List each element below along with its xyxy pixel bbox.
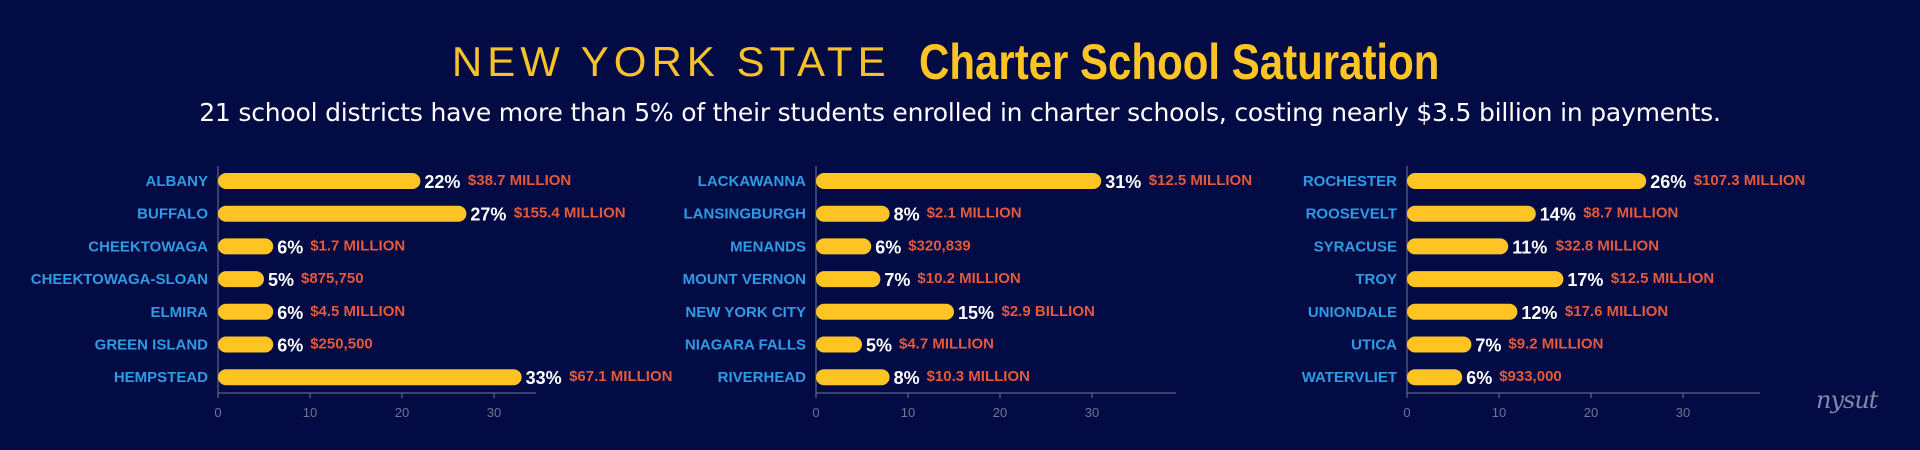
bar bbox=[1407, 337, 1471, 353]
bar bbox=[218, 206, 466, 222]
category-label: NIAGARA FALLS bbox=[684, 336, 806, 354]
cost-label: $933,000 bbox=[1499, 368, 1562, 386]
percent-label: 7% bbox=[1475, 335, 1502, 356]
bar bbox=[816, 173, 1101, 189]
percent-label: 11% bbox=[1512, 237, 1548, 258]
bar bbox=[1407, 238, 1508, 254]
cost-label: $107.3 MILLION bbox=[1693, 172, 1806, 189]
cost-label: $9.2 MILLION bbox=[1508, 335, 1604, 353]
x-tick-label: 20 bbox=[992, 405, 1008, 420]
cost-label: $4.7 MILLION bbox=[899, 335, 995, 353]
x-tick-label: 30 bbox=[1084, 405, 1100, 420]
category-label: MENANDS bbox=[730, 238, 806, 256]
percent-label: 17% bbox=[1567, 270, 1604, 291]
percent-label: 7% bbox=[884, 270, 911, 291]
category-label: RIVERHEAD bbox=[717, 369, 806, 387]
category-label: GREEN ISLAND bbox=[94, 336, 208, 354]
bar bbox=[1407, 206, 1536, 222]
bar bbox=[1407, 271, 1563, 287]
percent-label: 8% bbox=[893, 368, 920, 389]
x-tick-label: 10 bbox=[302, 405, 318, 420]
category-label: ALBANY bbox=[145, 173, 208, 190]
cost-label: $32.8 MILLION bbox=[1555, 237, 1660, 255]
nysut-logo: nysut bbox=[1816, 386, 1878, 414]
bar bbox=[218, 238, 273, 254]
percent-label: 6% bbox=[875, 237, 902, 258]
cost-label: $1.7 MILLION bbox=[310, 237, 406, 255]
bar bbox=[816, 206, 890, 222]
category-label: HEMPSTEAD bbox=[113, 369, 208, 387]
cost-label: $10.2 MILLION bbox=[917, 270, 1021, 288]
category-label: ROOSEVELT bbox=[1305, 205, 1397, 223]
bar bbox=[1407, 173, 1646, 189]
percent-label: 12% bbox=[1521, 302, 1558, 323]
x-tick-label: 0 bbox=[214, 405, 222, 420]
category-label: UNIONDALE bbox=[1307, 303, 1397, 321]
category-label: BUFFALO bbox=[137, 205, 208, 223]
bar bbox=[1407, 369, 1462, 385]
category-label: WATERVLIET bbox=[1301, 369, 1397, 387]
category-label: ROCHESTER bbox=[1302, 173, 1397, 190]
title-topic: Charter School Saturation bbox=[918, 34, 1439, 90]
percent-label: 5% bbox=[268, 270, 295, 291]
x-tick-label: 0 bbox=[1403, 405, 1411, 420]
category-label: LACKAWANNA bbox=[697, 173, 806, 190]
category-label: ELMIRA bbox=[150, 303, 208, 321]
cost-label: $10.3 MILLION bbox=[926, 368, 1030, 386]
percent-label: 8% bbox=[893, 204, 920, 225]
cost-label: $320,839 bbox=[908, 237, 971, 255]
chart-panel-1 bbox=[31, 166, 673, 420]
percent-label: 26% bbox=[1650, 172, 1687, 192]
x-tick-label: 10 bbox=[1491, 405, 1507, 420]
bar bbox=[1407, 304, 1517, 320]
category-label: SYRACUSE bbox=[1313, 238, 1397, 256]
cost-label: $12.5 MILLION bbox=[1610, 270, 1715, 288]
percent-label: 5% bbox=[866, 335, 893, 356]
x-tick-label: 10 bbox=[900, 405, 916, 420]
cost-label: $8.7 MILLION bbox=[1583, 204, 1679, 222]
cost-label: $17.6 MILLION bbox=[1564, 302, 1669, 320]
category-label: CHEEKTOWAGA bbox=[88, 238, 208, 256]
cost-label: $38.7 MILLION bbox=[467, 172, 572, 189]
category-label: TROY bbox=[1355, 271, 1397, 289]
chart-panel-3 bbox=[1302, 166, 1806, 420]
percent-label: 33% bbox=[525, 368, 562, 389]
cost-label: $67.1 MILLION bbox=[569, 368, 673, 386]
percent-label: 6% bbox=[1466, 368, 1493, 389]
cost-label: $4.5 MILLION bbox=[310, 302, 406, 320]
x-tick-label: 20 bbox=[1583, 405, 1599, 420]
bar bbox=[816, 238, 871, 254]
percent-label: 22% bbox=[424, 172, 461, 192]
bar bbox=[218, 369, 522, 385]
category-label: UTICA bbox=[1351, 336, 1397, 354]
bar bbox=[218, 304, 273, 320]
percent-label: 6% bbox=[277, 302, 304, 323]
percent-label: 14% bbox=[1539, 204, 1576, 225]
cost-label: $155.4 MILLION bbox=[513, 204, 626, 222]
cost-label: $250,500 bbox=[310, 335, 373, 353]
percent-label: 31% bbox=[1105, 172, 1142, 192]
category-label: MOUNT VERNON bbox=[682, 271, 806, 289]
x-tick-label: 30 bbox=[486, 405, 502, 420]
x-tick-label: 30 bbox=[1675, 405, 1691, 420]
bar bbox=[218, 271, 264, 287]
bar bbox=[816, 271, 880, 287]
title-state: NEW YORK STATE bbox=[451, 38, 891, 85]
x-tick-label: 0 bbox=[812, 405, 820, 420]
percent-label: 6% bbox=[277, 335, 304, 356]
category-label: LANSINGBURGH bbox=[683, 205, 806, 223]
bar bbox=[816, 337, 862, 353]
bar bbox=[816, 369, 890, 385]
bar bbox=[816, 304, 954, 320]
percent-label: 27% bbox=[470, 204, 507, 225]
category-label: NEW YORK CITY bbox=[685, 303, 806, 321]
bar bbox=[218, 173, 420, 189]
cost-label: $875,750 bbox=[301, 270, 364, 288]
chart-panel-2 bbox=[683, 166, 1252, 420]
x-tick-label: 20 bbox=[394, 405, 410, 420]
category-label: CHEEKTOWAGA-SLOAN bbox=[30, 271, 208, 289]
bar bbox=[218, 337, 273, 353]
cost-label: $2.1 MILLION bbox=[926, 204, 1022, 222]
cost-label: $2.9 BILLION bbox=[1001, 302, 1095, 320]
page-subtitle: 21 school districts have more than 5% of their students enrolled in charter schools, costing nearly $3.5 billion in payments. bbox=[199, 98, 1721, 127]
percent-label: 6% bbox=[277, 237, 304, 258]
cost-label: $12.5 MILLION bbox=[1148, 172, 1253, 189]
percent-label: 15% bbox=[958, 302, 995, 323]
